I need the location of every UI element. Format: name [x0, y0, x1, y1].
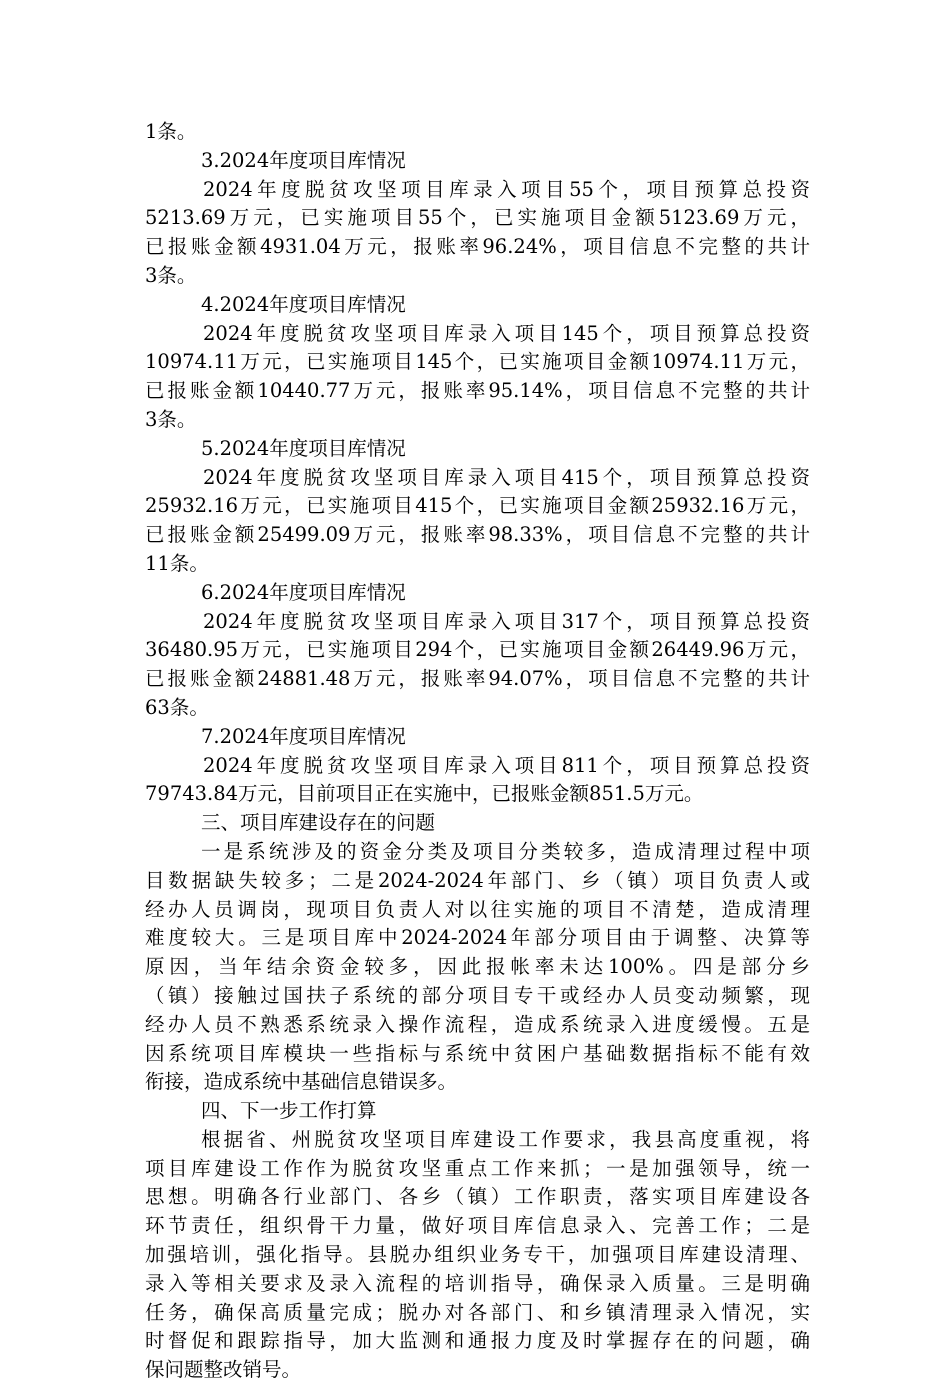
text-line: 63条。: [145, 695, 209, 719]
text-line: 时督促和跟踪指导，加大监测和通报力度及时掌握存在的问题，确: [145, 1329, 810, 1353]
text-line: 衔接，造成系统中基础信息错误多。: [145, 1070, 458, 1094]
text-line: 已报账金额25499.09万元，报账率98.33%，项目信息不完整的共计: [145, 523, 810, 547]
section-heading: 三、项目库建设存在的问题: [201, 811, 436, 835]
text-line: 5.2024年度项目库情况: [201, 436, 406, 460]
text-line: 2024年度脱贫攻坚项目库录入项目811个，项目预算总投资: [203, 753, 810, 777]
text-line: 录入等相关要求及录入流程的培训指导，确保录入质量。三是明确: [145, 1271, 810, 1295]
text-line: 环节责任，组织骨干力量，做好项目库信息录入、完善工作；二是: [145, 1214, 810, 1238]
text-line: 保问题整改销号。: [145, 1358, 302, 1382]
text-line: 2024年度脱贫攻坚项目库录入项目415个，项目预算总投资: [203, 465, 810, 489]
text-line: 2024年度脱贫攻坚项目库录入项目317个，项目预算总投资: [203, 609, 810, 633]
text-line: 2024年度脱贫攻坚项目库录入项目55个，项目预算总投资: [203, 177, 810, 201]
text-line: 已报账金额24881.48万元，报账率94.07%，项目信息不完整的共计: [145, 667, 810, 691]
section-heading: 四、下一步工作打算: [201, 1099, 377, 1123]
text-line: （镇）接触过国扶子系统的部分项目专干或经办人员变动频繁，现: [145, 983, 810, 1007]
text-line: 79743.84万元，目前项目正在实施中，已报账金额851.5万元。: [145, 782, 704, 806]
text-line: 根据省、州脱贫攻坚项目库建设工作要求，我县高度重视，将: [201, 1127, 810, 1151]
text-line: 原因，当年结余资金较多，因此报帐率未达100%。四是部分乡: [145, 955, 810, 979]
text-line: 经办人员调岗，现项目负责人对以往实施的项目不清楚，造成清理: [145, 897, 810, 921]
text-line: 6.2024年度项目库情况: [201, 580, 406, 604]
text-line: 目数据缺失较多；二是2024-2024年部门、乡（镇）项目负责人或: [145, 868, 810, 892]
text-line: 思想。明确各行业部门、各乡（镇）工作职责，落实项目库建设各: [145, 1185, 810, 1209]
text-line: 2024年度脱贫攻坚项目库录入项目145个，项目预算总投资: [203, 321, 810, 345]
text-line: 因系统项目库模块一些指标与系统中贫困户基础数据指标不能有效: [145, 1041, 810, 1065]
text-line: 36480.95万元，已实施项目294个，已实施项目金额26449.96万元，: [145, 638, 810, 662]
text-line: 项目库建设工作作为脱贫攻坚重点工作来抓；一是加强领导，统一: [145, 1156, 810, 1180]
text-line: 经办人员不熟悉系统录入操作流程，造成系统录入进度缓慢。五是: [145, 1012, 810, 1036]
text-line: 一是系统涉及的资金分类及项目分类较多，造成清理过程中项: [201, 839, 810, 863]
text-line: 已报账金额10440.77万元，报账率95.14%，项目信息不完整的共计: [145, 379, 810, 403]
text-line: 加强培训，强化指导。县脱办组织业务专干，加强项目库建设清理、: [145, 1243, 810, 1267]
text-line: 已报账金额4931.04万元，报账率96.24%，项目信息不完整的共计: [145, 235, 810, 259]
text-line: 11条。: [145, 551, 209, 575]
text-line: 任务，确保高质量完成；脱办对各部门、和乡镇清理录入情况，实: [145, 1300, 810, 1324]
text-line: 3.2024年度项目库情况: [201, 148, 406, 172]
text-line: 3条。: [145, 407, 197, 431]
text-line: 7.2024年度项目库情况: [201, 724, 406, 748]
text-line: 3条。: [145, 263, 197, 287]
document-body: [145, 118, 810, 1385]
text-line: 5213.69万元，已实施项目55个，已实施项目金额5123.69万元，: [145, 206, 810, 230]
text-line: 10974.11万元，已实施项目145个，已实施项目金额10974.11万元，: [145, 350, 810, 374]
text-line: 难度较大。三是项目库中2024-2024年部分项目由于调整、决算等: [145, 926, 810, 950]
text-line: 4.2024年度项目库情况: [201, 292, 406, 316]
text-line: 1条。: [145, 120, 197, 143]
text-line: 25932.16万元，已实施项目415个，已实施项目金额25932.16万元，: [145, 494, 810, 518]
